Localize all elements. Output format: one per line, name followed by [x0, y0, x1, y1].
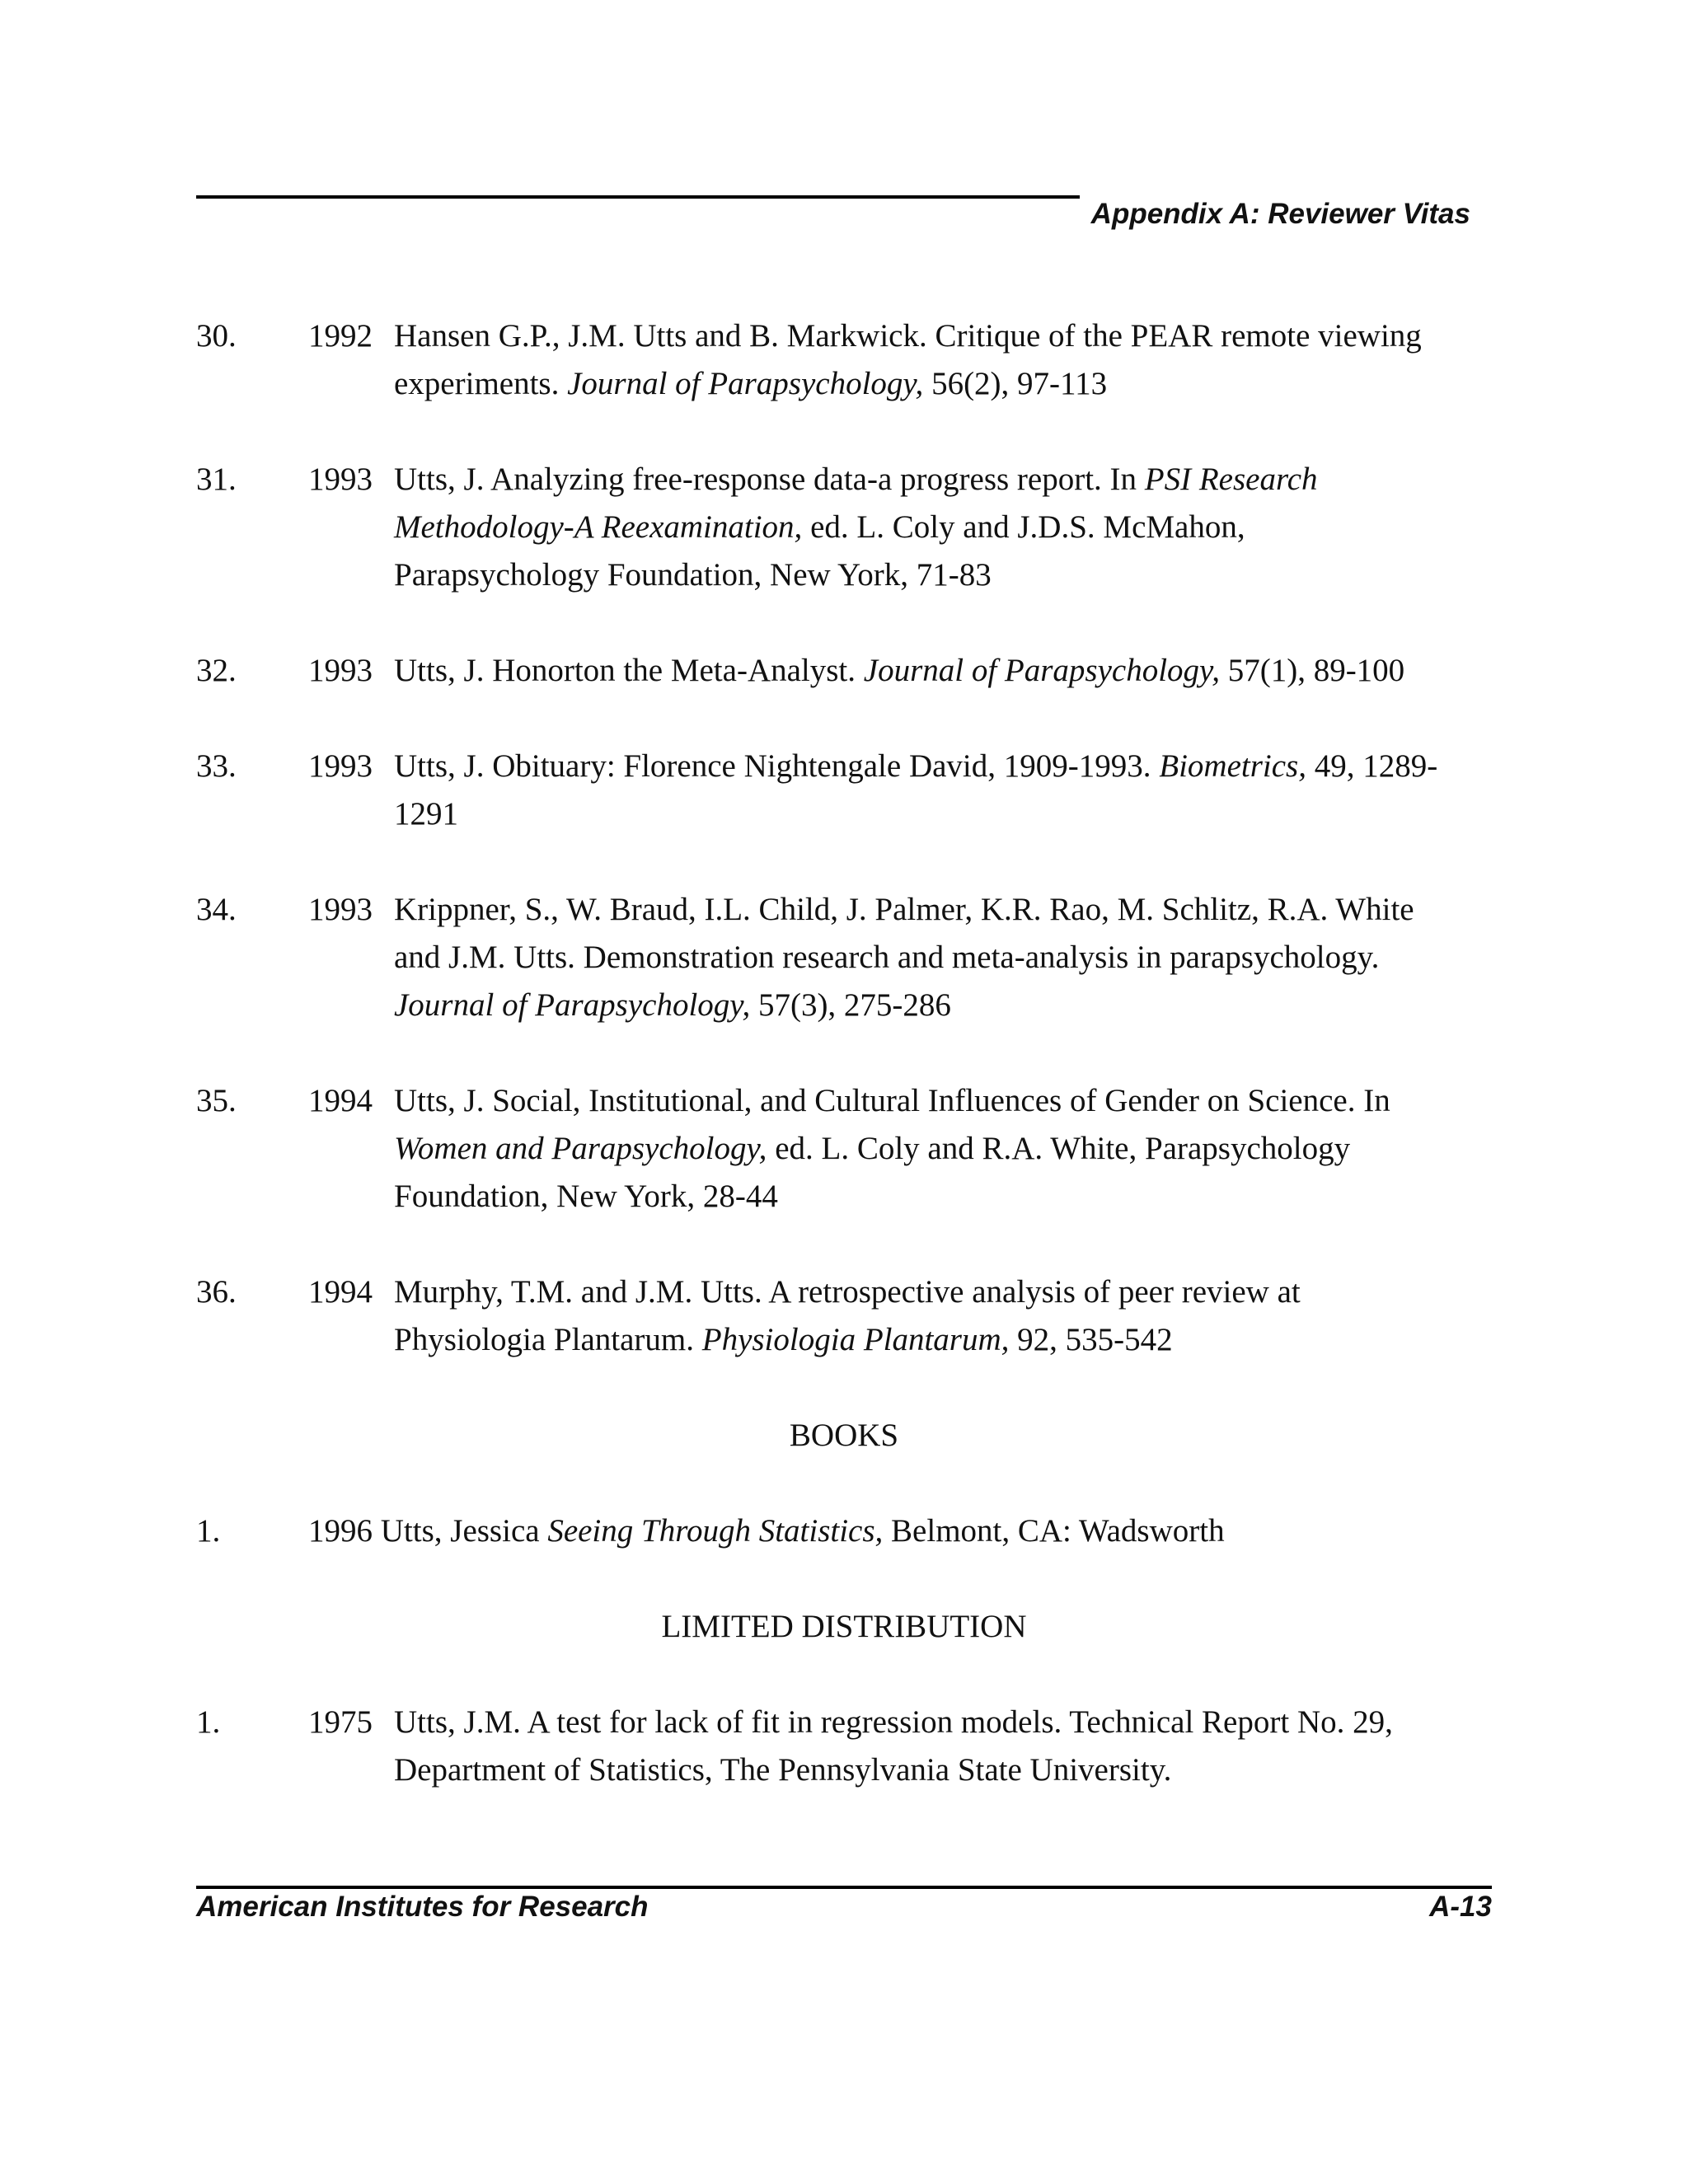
citation-text: Utts, J. Obituary: Florence Nightengale David, 1909-1993. [394, 748, 1160, 784]
citation-text: Belmont, CA: Wadsworth [883, 1513, 1225, 1549]
citation-text: Krippner, S., W. Braud, I.L. Child, J. Palmer, K.R. Rao, M. Schlitz, R.A. White [394, 892, 1414, 927]
entry-year: 1975 [308, 1704, 373, 1740]
page-number: A-13 [1429, 1891, 1492, 1923]
entry-citation [394, 647, 1490, 695]
entry-line [394, 1173, 1490, 1221]
entry-number: 1. [196, 1704, 221, 1740]
entry-year: 1994 [308, 1274, 373, 1310]
entry-year: 1993 [308, 892, 373, 927]
entry-line [394, 982, 1490, 1029]
entry-citation [394, 886, 1490, 1029]
citation-text: Utts, J. Social, Institutional, and Cultural Influences of Gender on Science. In [394, 1083, 1390, 1118]
entry-line [394, 790, 1490, 838]
entry-citation [394, 1268, 1490, 1364]
entry-line [394, 1746, 1490, 1794]
entry-citation [394, 743, 1490, 838]
publication-title: Journal of Parapsychology, [394, 987, 751, 1023]
citation-text: Utts, J. Analyzing free-response data-a progress report. In [394, 462, 1145, 497]
header-rule [196, 195, 1080, 199]
entry-year: 1992 [308, 318, 373, 354]
entry-number: 30. [196, 318, 237, 354]
entry-number: 36. [196, 1274, 237, 1310]
citation-text: Utts, J. Honorton the Meta-Analyst. [394, 653, 864, 688]
running-header: Appendix A: Reviewer Vitas [1090, 198, 1470, 230]
entry-citation [394, 456, 1490, 599]
entry-line [394, 551, 1490, 599]
entry-line [394, 456, 1490, 504]
citation-text: 1996 Utts, Jessica [308, 1513, 548, 1549]
citation-text: 57(1), 89-100 [1219, 653, 1405, 688]
entry-line [394, 1125, 1490, 1173]
entry-year: 1993 [308, 462, 373, 497]
entry-citation [308, 1507, 1404, 1555]
entry-citation [394, 1699, 1490, 1794]
entry-number: 31. [196, 462, 237, 497]
citation-text: Physiologia Plantarum. [394, 1322, 702, 1357]
citation-text: 57(3), 275-286 [750, 987, 951, 1023]
citation-text: 56(2), 97-113 [923, 366, 1108, 401]
citation-text: experiments. [394, 366, 568, 401]
entry-number: 33. [196, 748, 237, 784]
entry-line [394, 312, 1490, 360]
entry-number: 1. [196, 1513, 221, 1549]
citation-text: Department of Statistics, The Pennsylvania State University. [394, 1752, 1172, 1788]
publication-title: Seeing Through Statistics, [547, 1513, 884, 1549]
entry-line [394, 360, 1490, 408]
citation-text: and J.M. Utts. Demonstration research and meta-analysis in parapsychology. [394, 940, 1380, 975]
entry-line [394, 1316, 1490, 1364]
entry-year: 1993 [308, 748, 373, 784]
entry-citation [394, 312, 1490, 408]
publication-title: Journal of Parapsychology, [567, 366, 924, 401]
citation-text: ed. L. Coly and J.D.S. McMahon, [802, 509, 1245, 545]
entry-line [394, 743, 1490, 790]
footer-rule [196, 1886, 1492, 1889]
section-heading: LIMITED DISTRIBUTION [661, 1609, 1027, 1644]
entry-line [394, 886, 1490, 934]
entry-line [394, 934, 1490, 982]
entry-year: 1994 [308, 1083, 373, 1118]
citation-text: Foundation, New York, 28-44 [394, 1179, 778, 1214]
entry-line [308, 1507, 1404, 1555]
entry-line [394, 1268, 1490, 1316]
citation-text: 49, 1289- [1306, 748, 1438, 784]
citation-text: Utts, J.M. A test for lack of fit in regression models. Technical Report No. 29, [394, 1704, 1393, 1740]
publication-title: Women and Parapsychology, [394, 1131, 767, 1166]
entry-line [394, 504, 1490, 551]
entry-citation [394, 1077, 1490, 1221]
publication-title: Biometrics, [1159, 748, 1306, 784]
entry-year: 1993 [308, 653, 373, 688]
section-heading: BOOKS [789, 1418, 899, 1453]
footer-organization: American Institutes for Research [196, 1891, 649, 1923]
entry-line [394, 647, 1490, 695]
citation-text: Murphy, T.M. and J.M. Utts. A retrospective analysis of peer review at [394, 1274, 1301, 1310]
entry-number: 34. [196, 892, 237, 927]
citation-text: Parapsychology Foundation, New York, 71-83 [394, 557, 992, 593]
publication-title: Physiologia Plantarum, [701, 1322, 1010, 1357]
citation-text: Hansen G.P., J.M. Utts and B. Markwick. Critique of the PEAR remote viewing [394, 318, 1422, 354]
citation-text: ed. L. Coly and R.A. White, Parapsychology [767, 1131, 1351, 1166]
entry-number: 35. [196, 1083, 237, 1118]
entry-number: 32. [196, 653, 237, 688]
citation-text: 1291 [394, 796, 458, 832]
citation-text: 92, 535-542 [1009, 1322, 1173, 1357]
publication-title: Methodology-A Reexamination, [394, 509, 803, 545]
publication-title: PSI Research [1144, 462, 1318, 497]
entry-line [394, 1699, 1490, 1746]
entry-line [394, 1077, 1490, 1125]
publication-title: Journal of Parapsychology, [863, 653, 1220, 688]
